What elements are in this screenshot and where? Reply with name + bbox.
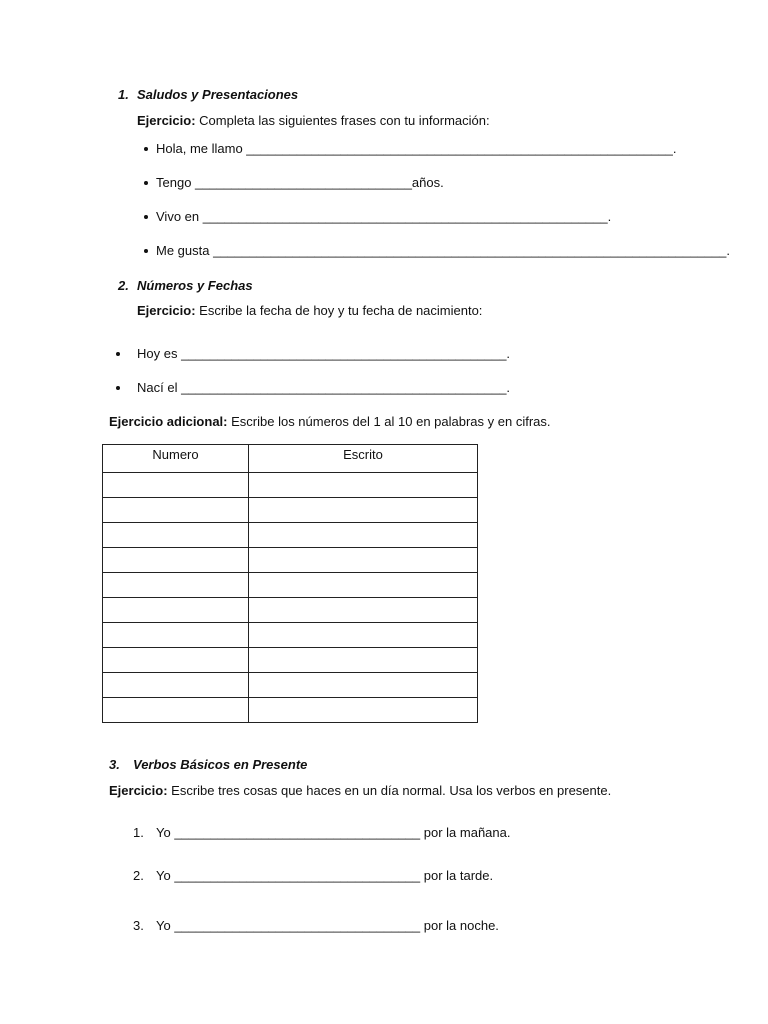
table-row [103, 698, 478, 723]
bullet-icon [116, 386, 120, 390]
table-cell[interactable] [103, 498, 249, 523]
section-3-number: 3. [109, 757, 120, 772]
numbers-table [102, 444, 478, 723]
table-cell[interactable] [249, 498, 478, 523]
table-cell[interactable] [249, 598, 478, 623]
header-escrito: Escrito [249, 445, 478, 473]
section-1-exercise [137, 113, 490, 129]
table-row [103, 673, 478, 698]
section-2-number: 2. [118, 278, 129, 293]
table-cell[interactable] [249, 473, 478, 498]
section-1-number: 1. [118, 87, 129, 102]
section-3-exercise [109, 783, 611, 799]
section-3-item-1: Yo __________________________________ por la mañana. [156, 825, 511, 840]
exercise-text: Completa las siguientes frases con tu información: [195, 113, 490, 128]
table-cell[interactable] [103, 473, 249, 498]
table-cell[interactable] [103, 523, 249, 548]
section-3-title: Verbos Básicos en Presente [133, 757, 308, 772]
table-row [103, 473, 478, 498]
table-cell[interactable] [103, 598, 249, 623]
exercise-label: Ejercicio: [137, 113, 196, 128]
exercise-label: Ejercicio: [109, 783, 168, 798]
table-cell[interactable] [249, 673, 478, 698]
table-row [103, 523, 478, 548]
section-3-item-3: Yo __________________________________ por la noche. [156, 918, 499, 933]
table-cell[interactable] [249, 623, 478, 648]
exercise-text: Escribe tres cosas que haces en un día normal. Usa los verbos en presente. [167, 783, 612, 798]
table-row [103, 498, 478, 523]
extra-exercise-text: Escribe los números del 1 al 10 en palabras y en cifras. [227, 414, 551, 429]
list-number: 3. [133, 918, 144, 933]
table-cell[interactable] [249, 548, 478, 573]
header-numero: Numero [103, 445, 249, 473]
table-header-row [103, 445, 478, 473]
table-row [103, 648, 478, 673]
extra-exercise-label: Ejercicio adicional: [109, 414, 228, 429]
bullet-icon [144, 215, 148, 219]
table-cell[interactable] [103, 648, 249, 673]
section-2-title: Números y Fechas [137, 278, 253, 293]
table-row [103, 573, 478, 598]
table-cell[interactable] [249, 698, 478, 723]
table-row [103, 598, 478, 623]
table-cell[interactable] [249, 523, 478, 548]
list-number: 2. [133, 868, 144, 883]
list-number: 1. [133, 825, 144, 840]
bullet-icon [144, 181, 148, 185]
section-1-item-2: Tengo ______________________________años. [156, 175, 444, 190]
table-cell[interactable] [103, 573, 249, 598]
section-1-item-1: Hola, me llamo ___________________________________________________________. [156, 141, 677, 156]
section-3-item-2: Yo __________________________________ por la tarde. [156, 868, 494, 883]
bullet-icon [116, 352, 120, 356]
section-1-title: Saludos y Presentaciones [137, 87, 299, 102]
section-1-item-3: Vivo en ________________________________________________________. [156, 209, 612, 224]
exercise-text: Escribe la fecha de hoy y tu fecha de nacimiento: [195, 303, 483, 318]
table-cell[interactable] [103, 698, 249, 723]
table-cell[interactable] [103, 623, 249, 648]
table-row [103, 548, 478, 573]
table-cell[interactable] [103, 548, 249, 573]
section-2-item-1: Hoy es _____________________________________________. [137, 346, 511, 361]
bullet-icon [144, 249, 148, 253]
table-cell[interactable] [249, 648, 478, 673]
extra-exercise [109, 414, 551, 430]
table-cell[interactable] [103, 673, 249, 698]
table-row [103, 623, 478, 648]
bullet-icon [144, 147, 148, 151]
section-2-exercise [137, 303, 482, 319]
table-cell[interactable] [249, 573, 478, 598]
section-1-item-4: Me gusta _______________________________________________________________________. [156, 243, 731, 258]
section-2-item-2: Nací el _____________________________________________. [137, 380, 511, 395]
exercise-label: Ejercicio: [137, 303, 196, 318]
